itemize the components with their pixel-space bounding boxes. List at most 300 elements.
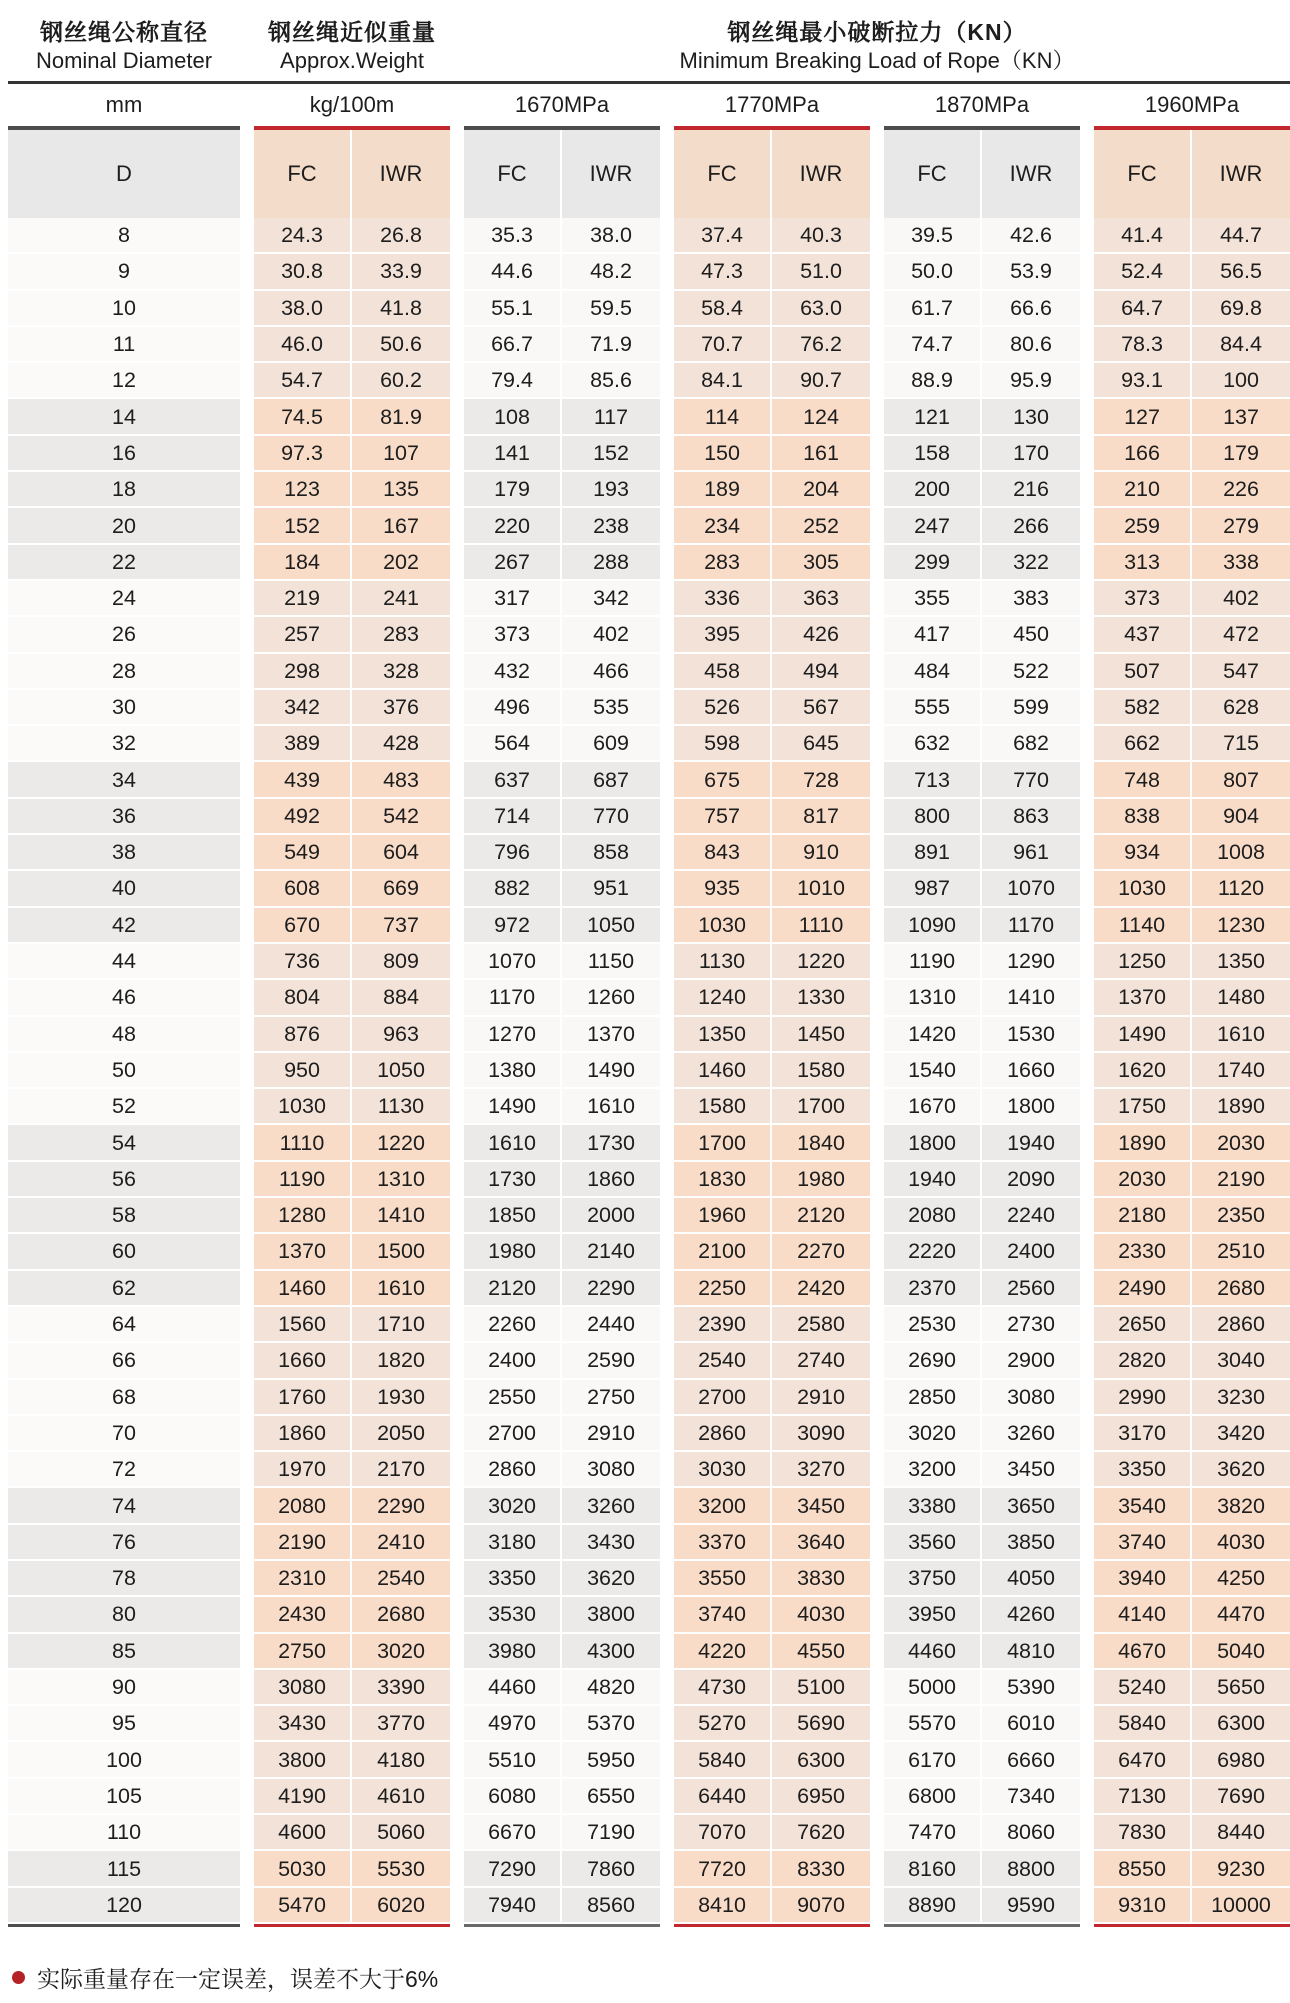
cell-iwr: 1290 (982, 944, 1080, 980)
cell-iwr: 6660 (982, 1742, 1080, 1778)
column-gutter (450, 654, 464, 690)
cell-fc: 336 (674, 581, 772, 617)
column-gutter (870, 1670, 884, 1706)
cell-iwr: 483 (352, 762, 450, 798)
table-row (8, 327, 1290, 363)
cell-fc: 55.1 (464, 291, 562, 327)
cell-iwr: 1410 (352, 1198, 450, 1234)
cell-fc: 6470 (1094, 1742, 1192, 1778)
cell-iwr: 770 (982, 762, 1080, 798)
cell-iwr: 2540 (352, 1561, 450, 1597)
cell-fc: 1110 (254, 1125, 352, 1161)
column-gutter (1080, 1234, 1094, 1270)
cell-fc: 108 (464, 399, 562, 435)
column-gutter (240, 980, 254, 1016)
cell-fc: 3430 (254, 1706, 352, 1742)
column-gutter (450, 1343, 464, 1379)
cell-fc: 6080 (464, 1779, 562, 1815)
cell-iwr: 2090 (982, 1162, 1080, 1198)
cell-iwr: 226 (1192, 472, 1290, 508)
cell-fc: 1190 (254, 1162, 352, 1198)
cell-iwr: 2680 (1192, 1271, 1290, 1307)
cell-fc: 47.3 (674, 254, 772, 290)
cell-fc: 114 (674, 399, 772, 435)
cell-iwr: 5370 (562, 1706, 660, 1742)
cell-iwr: 8560 (562, 1888, 660, 1924)
cell-fc: 4190 (254, 1779, 352, 1815)
column-gutter (1080, 871, 1094, 907)
table-row (8, 436, 1290, 472)
cell-iwr: 167 (352, 508, 450, 544)
cell-fc: 9310 (1094, 1888, 1192, 1924)
cell-iwr: 3260 (982, 1416, 1080, 1452)
column-gutter (660, 363, 674, 399)
column-gutter (450, 1234, 464, 1270)
column-gutter (660, 327, 674, 363)
cell-iwr: 1710 (352, 1307, 450, 1343)
cell-iwr: 1350 (1192, 944, 1290, 980)
subheader-row (8, 126, 1290, 218)
cell-iwr: 1480 (1192, 980, 1290, 1016)
column-gutter (450, 1380, 464, 1416)
cell-iwr: 645 (772, 726, 870, 762)
cell-iwr: 599 (982, 690, 1080, 726)
cell-iwr: 26.8 (352, 218, 450, 254)
cell-fc: 389 (254, 726, 352, 762)
cell-iwr: 609 (562, 726, 660, 762)
column-gutter (660, 126, 674, 218)
cell-iwr: 193 (562, 472, 660, 508)
cell-fc: 1890 (1094, 1125, 1192, 1161)
cell-iwr: 3090 (772, 1416, 870, 1452)
cell-fc: 121 (884, 399, 982, 435)
cell-fc: 313 (1094, 545, 1192, 581)
cell-fc: 2190 (254, 1525, 352, 1561)
column-gutter (1080, 218, 1094, 254)
column-gutter (870, 1742, 884, 1778)
cell-fc: 458 (674, 654, 772, 690)
cell-fc: 555 (884, 690, 982, 726)
column-gutter (870, 1888, 884, 1924)
column-gutter (240, 16, 254, 76)
cell-fc: 417 (884, 617, 982, 653)
cell-fc: 395 (674, 617, 772, 653)
cell-iwr: 4260 (982, 1597, 1080, 1633)
cell-iwr: 252 (772, 508, 870, 544)
cell-fc: 70.7 (674, 327, 772, 363)
cell-fc: 189 (674, 472, 772, 508)
cell-fc: 2650 (1094, 1307, 1192, 1343)
column-gutter (870, 1561, 884, 1597)
column-gutter (870, 399, 884, 435)
cell-fc: 1860 (254, 1416, 352, 1452)
column-gutter (450, 690, 464, 726)
cell-fc: 670 (254, 908, 352, 944)
cell-fc: 88.9 (884, 363, 982, 399)
cell-fc: 2700 (464, 1416, 562, 1452)
cell-fc: 78.3 (1094, 327, 1192, 363)
column-gutter (870, 327, 884, 363)
column-gutter (1080, 399, 1094, 435)
cell-fc: 200 (884, 472, 982, 508)
column-gutter (1080, 581, 1094, 617)
cell-diameter: 56 (8, 1162, 240, 1198)
grade-1870: 1870MPa (934, 92, 1030, 117)
cell-diameter: 52 (8, 1089, 240, 1125)
column-gutter (1080, 690, 1094, 726)
column-gutter (450, 1779, 464, 1815)
cell-iwr: 3640 (772, 1525, 870, 1561)
column-gutter (240, 690, 254, 726)
cell-iwr: 2140 (562, 1234, 660, 1270)
column-gutter (450, 871, 464, 907)
cell-iwr: 3450 (772, 1488, 870, 1524)
cell-iwr: 1070 (982, 871, 1080, 907)
cell-iwr: 737 (352, 908, 450, 944)
column-gutter (660, 1017, 674, 1053)
cell-fc: 432 (464, 654, 562, 690)
cell-fc: 1030 (1094, 871, 1192, 907)
iwr-header: IWR (799, 161, 843, 186)
column-gutter (660, 835, 674, 871)
cell-iwr: 1610 (562, 1089, 660, 1125)
column-gutter (870, 726, 884, 762)
column-gutter (870, 291, 884, 327)
column-gutter (1080, 1706, 1094, 1742)
cell-fc: 158 (884, 436, 982, 472)
table-row (8, 1706, 1290, 1742)
cell-iwr: 1410 (982, 980, 1080, 1016)
cell-iwr: 7340 (982, 1779, 1080, 1815)
cell-iwr: 4470 (1192, 1597, 1290, 1633)
bottom-rule-1770 (674, 1924, 870, 1927)
cell-iwr: 2510 (1192, 1234, 1290, 1270)
cell-iwr: 402 (1192, 581, 1290, 617)
cell-iwr: 44.7 (1192, 218, 1290, 254)
column-gutter (870, 472, 884, 508)
cell-fc: 7940 (464, 1888, 562, 1924)
column-gutter (1080, 1343, 1094, 1379)
cell-fc: 882 (464, 871, 562, 907)
column-gutter (240, 1779, 254, 1815)
cell-iwr: 1150 (562, 944, 660, 980)
column-gutter (240, 1488, 254, 1524)
cell-iwr: 3770 (352, 1706, 450, 1742)
column-gutter (450, 1017, 464, 1053)
column-gutter (870, 690, 884, 726)
column-gutter (240, 1561, 254, 1597)
column-gutter (660, 291, 674, 327)
cell-iwr: 2910 (562, 1416, 660, 1452)
cell-fc: 1850 (464, 1198, 562, 1234)
column-gutter (240, 581, 254, 617)
cell-fc: 2100 (674, 1234, 772, 1270)
cell-fc: 84.1 (674, 363, 772, 399)
cell-fc: 757 (674, 799, 772, 835)
cell-iwr: 4820 (562, 1670, 660, 1706)
cell-fc: 987 (884, 871, 982, 907)
cell-iwr: 60.2 (352, 363, 450, 399)
cell-fc: 492 (254, 799, 352, 835)
cell-fc: 2030 (1094, 1162, 1192, 1198)
cell-iwr: 48.2 (562, 254, 660, 290)
column-gutter (1080, 1198, 1094, 1234)
cell-iwr: 2580 (772, 1307, 870, 1343)
cell-diameter: 110 (8, 1815, 240, 1851)
cell-iwr: 4250 (1192, 1561, 1290, 1597)
cell-iwr: 10000 (1192, 1888, 1290, 1924)
table-row (8, 1234, 1290, 1270)
column-gutter (1080, 1525, 1094, 1561)
column-gutter (240, 1125, 254, 1161)
cell-fc: 52.4 (1094, 254, 1192, 290)
table-row (8, 1162, 1290, 1198)
cell-fc: 1420 (884, 1017, 982, 1053)
cell-diameter: 90 (8, 1670, 240, 1706)
bottom-rule-1870 (884, 1924, 1080, 1927)
cell-fc: 234 (674, 508, 772, 544)
cell-fc: 2260 (464, 1307, 562, 1343)
column-gutter (660, 654, 674, 690)
column-gutter (660, 1888, 674, 1924)
cell-iwr: 53.9 (982, 254, 1080, 290)
cell-iwr: 328 (352, 654, 450, 690)
cell-fc: 5470 (254, 1888, 352, 1924)
cell-fc: 64.7 (1094, 291, 1192, 327)
column-gutter (660, 1779, 674, 1815)
cell-iwr: 1610 (352, 1271, 450, 1307)
column-gutter (450, 1706, 464, 1742)
column-gutter (450, 1670, 464, 1706)
table-row (8, 1888, 1290, 1924)
cell-fc: 2120 (464, 1271, 562, 1307)
cell-fc: 259 (1094, 508, 1192, 544)
column-gutter (870, 1924, 884, 1927)
column-gutter (870, 908, 884, 944)
cell-fc: 6670 (464, 1815, 562, 1851)
column-gutter (1080, 726, 1094, 762)
cell-iwr: 2910 (772, 1380, 870, 1416)
column-gutter (870, 1307, 884, 1343)
cell-iwr: 4180 (352, 1742, 450, 1778)
cell-fc: 3180 (464, 1525, 562, 1561)
table-row (8, 291, 1290, 327)
cell-fc: 342 (254, 690, 352, 726)
cell-fc: 3350 (1094, 1452, 1192, 1488)
cell-fc: 1610 (464, 1125, 562, 1161)
cell-diameter: 80 (8, 1597, 240, 1633)
cell-fc: 1830 (674, 1162, 772, 1198)
column-gutter (450, 1634, 464, 1670)
cell-iwr: 8800 (982, 1851, 1080, 1887)
cell-fc: 97.3 (254, 436, 352, 472)
cell-fc: 2990 (1094, 1380, 1192, 1416)
column-gutter (870, 980, 884, 1016)
column-gutter (450, 726, 464, 762)
subheader-kg100m (254, 126, 450, 218)
cell-iwr: 6980 (1192, 1742, 1290, 1778)
column-gutter (240, 1162, 254, 1198)
cell-iwr: 6550 (562, 1779, 660, 1815)
column-gutter (1080, 908, 1094, 944)
cell-diameter: 24 (8, 581, 240, 617)
cell-iwr: 687 (562, 762, 660, 798)
cell-fc: 179 (464, 472, 562, 508)
cell-diameter: 54 (8, 1125, 240, 1161)
cell-fc: 3530 (464, 1597, 562, 1633)
column-gutter (870, 617, 884, 653)
cell-fc: 298 (254, 654, 352, 690)
column-gutter (870, 1125, 884, 1161)
column-gutter (660, 1343, 674, 1379)
cell-fc: 373 (1094, 581, 1192, 617)
cell-fc: 1460 (674, 1053, 772, 1089)
cell-iwr: 6300 (1192, 1706, 1290, 1742)
cell-iwr: 288 (562, 545, 660, 581)
column-gutter (870, 508, 884, 544)
cell-iwr: 322 (982, 545, 1080, 581)
cell-fc: 484 (884, 654, 982, 690)
cell-iwr: 342 (562, 581, 660, 617)
cell-fc: 247 (884, 508, 982, 544)
column-gutter (870, 1053, 884, 1089)
cell-iwr: 1490 (562, 1053, 660, 1089)
cell-fc: 5840 (674, 1742, 772, 1778)
cell-fc: 5510 (464, 1742, 562, 1778)
column-gutter (1080, 291, 1094, 327)
cell-fc: 2700 (674, 1380, 772, 1416)
table-row (8, 508, 1290, 544)
cell-diameter: 100 (8, 1742, 240, 1778)
cell-diameter: 48 (8, 1017, 240, 1053)
table-row (8, 1488, 1290, 1524)
column-gutter (240, 254, 254, 290)
cell-iwr: 1230 (1192, 908, 1290, 944)
column-gutter (1080, 1561, 1094, 1597)
cell-fc: 141 (464, 436, 562, 472)
cell-diameter: 32 (8, 726, 240, 762)
cell-fc: 8160 (884, 1851, 982, 1887)
column-gutter (1080, 508, 1094, 544)
cell-fc: 8410 (674, 1888, 772, 1924)
cell-fc: 526 (674, 690, 772, 726)
table-row (8, 1815, 1290, 1851)
cell-iwr: 69.8 (1192, 291, 1290, 327)
table-row (8, 835, 1290, 871)
cell-iwr: 884 (352, 980, 450, 1016)
cell-iwr: 5690 (772, 1706, 870, 1742)
grade-1670: 1670MPa (514, 92, 610, 117)
column-gutter (1080, 327, 1094, 363)
cell-iwr: 3620 (1192, 1452, 1290, 1488)
cell-iwr: 76.2 (772, 327, 870, 363)
column-gutter (240, 218, 254, 254)
cell-iwr: 41.8 (352, 291, 450, 327)
cell-fc: 5270 (674, 1706, 772, 1742)
cell-fc: 166 (1094, 436, 1192, 472)
column-gutter (1080, 436, 1094, 472)
cell-iwr: 1370 (562, 1017, 660, 1053)
column-gutter (1080, 1089, 1094, 1125)
cell-fc: 3200 (674, 1488, 772, 1524)
cell-fc: 950 (254, 1053, 352, 1089)
cell-fc: 1540 (884, 1053, 982, 1089)
cell-fc: 1970 (254, 1452, 352, 1488)
cell-fc: 4140 (1094, 1597, 1192, 1633)
column-gutter (450, 126, 464, 218)
cell-iwr: 383 (982, 581, 1080, 617)
table-row (8, 1597, 1290, 1633)
bottom-rule-kg100m (254, 1924, 450, 1927)
cell-diameter: 105 (8, 1779, 240, 1815)
column-gutter (240, 1089, 254, 1125)
column-gutter (1080, 1162, 1094, 1198)
cell-fc: 507 (1094, 654, 1192, 690)
fc-header: FC (1094, 130, 1192, 218)
column-gutter (450, 472, 464, 508)
column-gutter (1080, 126, 1094, 218)
column-gutter (660, 944, 674, 980)
bottom-rule-mm (8, 1924, 240, 1927)
cell-iwr: 1580 (772, 1053, 870, 1089)
column-gutter (450, 835, 464, 871)
cell-fc: 5030 (254, 1851, 352, 1887)
cell-iwr: 5060 (352, 1815, 450, 1851)
cell-fc: 3740 (674, 1597, 772, 1633)
table-row (8, 690, 1290, 726)
cell-fc: 1090 (884, 908, 982, 944)
cell-fc: 934 (1094, 835, 1192, 871)
cell-diameter: 78 (8, 1561, 240, 1597)
column-gutter (450, 399, 464, 435)
cell-iwr: 2050 (352, 1416, 450, 1452)
cell-diameter: 28 (8, 654, 240, 690)
cell-iwr: 1940 (982, 1125, 1080, 1161)
cell-fc: 2860 (464, 1452, 562, 1488)
table-row (8, 726, 1290, 762)
cell-fc: 439 (254, 762, 352, 798)
column-gutter (240, 1343, 254, 1379)
cell-fc: 1240 (674, 980, 772, 1016)
cell-iwr: 863 (982, 799, 1080, 835)
cell-fc: 800 (884, 799, 982, 835)
column-gutter (240, 1271, 254, 1307)
column-gutter (240, 835, 254, 871)
cell-fc: 437 (1094, 617, 1192, 653)
unit-mm: mm (105, 92, 143, 117)
column-gutter (240, 1053, 254, 1089)
cell-iwr: 1220 (352, 1125, 450, 1161)
cell-fc: 843 (674, 835, 772, 871)
cell-fc: 838 (1094, 799, 1192, 835)
column-gutter (1080, 1380, 1094, 1416)
table-row (8, 1198, 1290, 1234)
cell-diameter: 46 (8, 980, 240, 1016)
cell-iwr: 682 (982, 726, 1080, 762)
cell-iwr: 1890 (1192, 1089, 1290, 1125)
cell-fc: 713 (884, 762, 982, 798)
cell-iwr: 283 (352, 617, 450, 653)
cell-fc: 714 (464, 799, 562, 835)
column-gutter (870, 1017, 884, 1053)
cell-fc: 1670 (884, 1089, 982, 1125)
column-gutter (240, 1888, 254, 1924)
cell-fc: 1370 (1094, 980, 1192, 1016)
cell-iwr: 817 (772, 799, 870, 835)
cell-iwr: 472 (1192, 617, 1290, 653)
cell-iwr: 33.9 (352, 254, 450, 290)
column-gutter (660, 436, 674, 472)
